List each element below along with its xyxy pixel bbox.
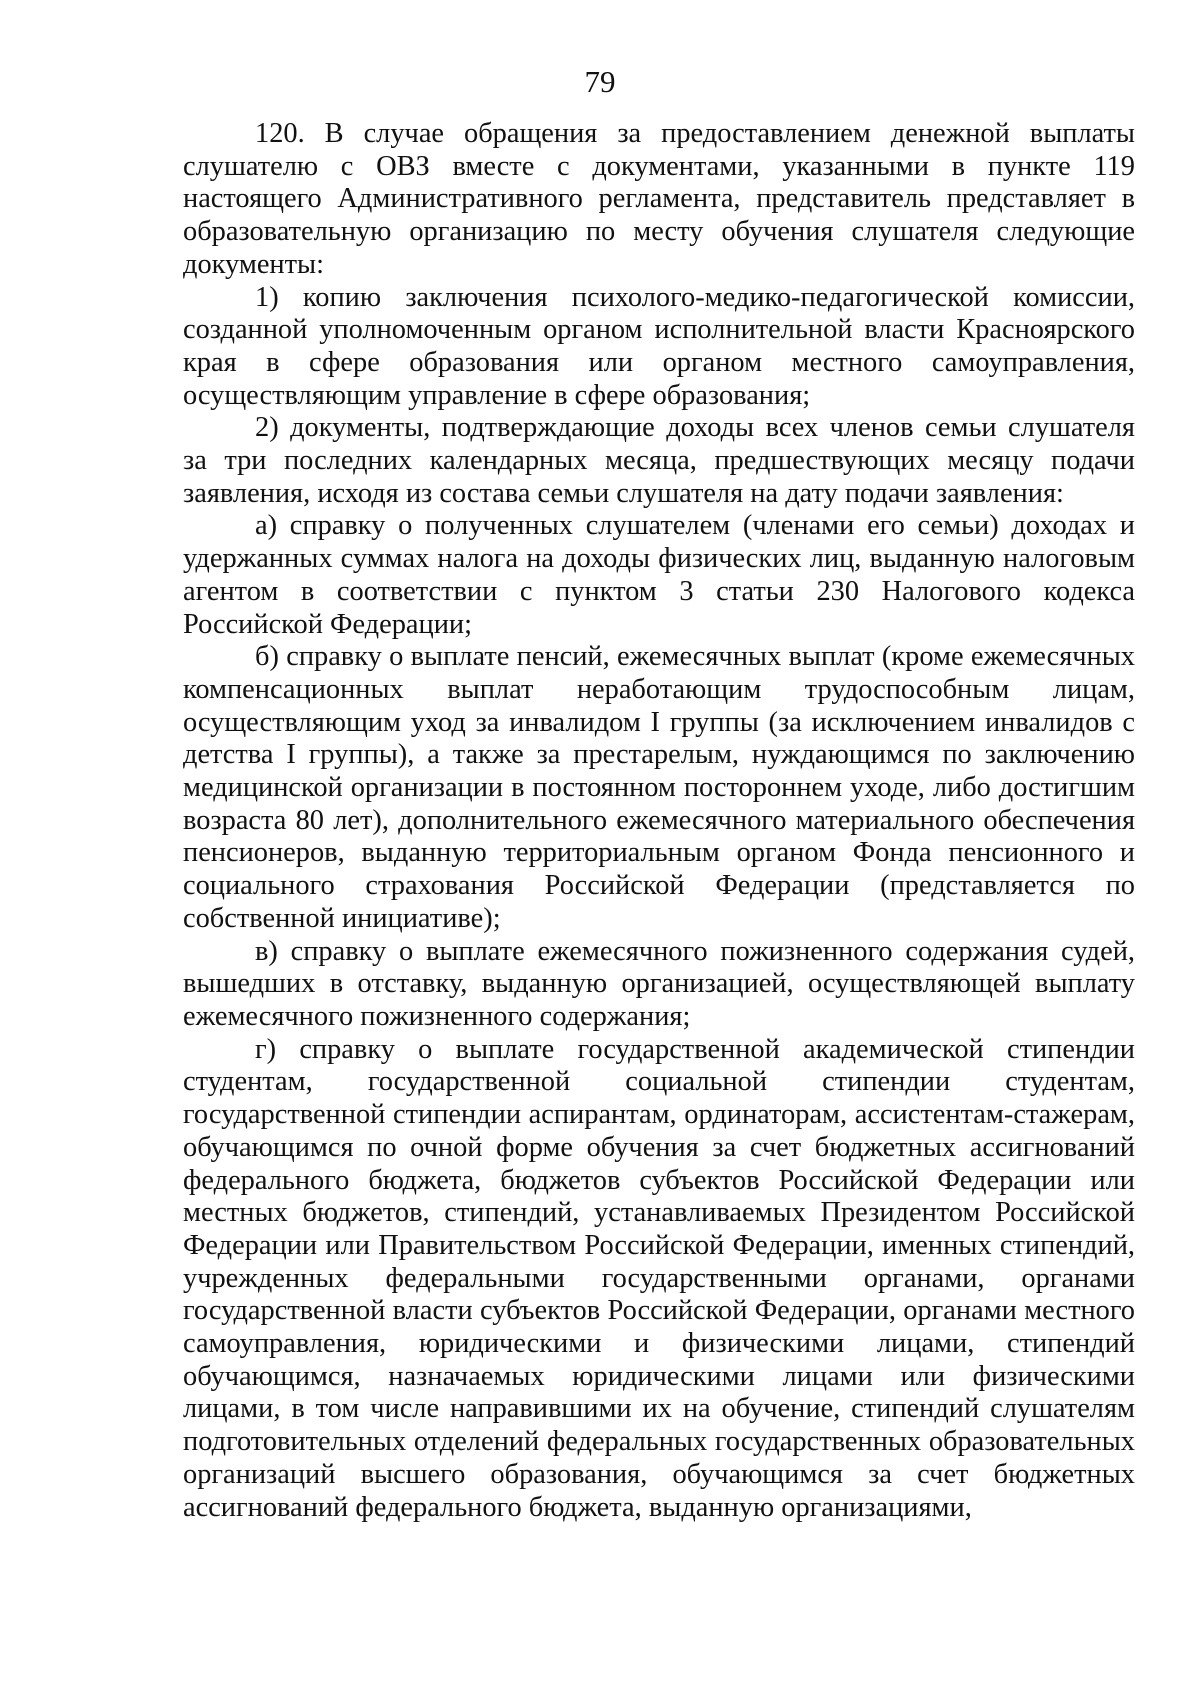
paragraph-subitem-b: б) справку о выплате пенсий, ежемесячных выплат (кроме ежемесячных компенсационных выплат неработающим трудоспособным лицам, осуществляющим уход за инвалидом I группы (за исключением инвалидов с детства I группы), а также за престарелым, нуждающимся по заключению медицинской организации в постоянном постороннем уходе, либо достигшим возраста 80 лет), дополнительного ежемесячного материального обеспечения пенсионеров, выданную территориальным органом Фонда пенсионного и социального страхования Российской Федерации (представляется по собственной инициативе); bbox=[183, 641, 1135, 934]
document-body bbox=[183, 118, 1135, 1524]
paragraph-item-2: 2) документы, подтверждающие доходы всех членов семьи слушателя за три последних календарных месяца, предшествующих месяцу подачи заявления, исходя из состава семьи слушателя на дату подачи заявления: bbox=[183, 412, 1135, 509]
page-number: 79 bbox=[584, 64, 616, 99]
paragraph-subitem-v: в) справку о выплате ежемесячного пожизненного содержания судей, вышедших в отставку, выданную организацией, осуществляющей выплату ежемесячного пожизненного содержания; bbox=[183, 935, 1135, 1032]
paragraph-subitem-a: а) справку о полученных слушателем (членами его семьи) доходах и удержанных суммах налога на доходы физических лиц, выданную налоговым агентом в соответствии с пунктом 3 статьи 230 Налогового кодекса Российской Федерации; bbox=[183, 510, 1135, 640]
paragraph-120: 120. В случае обращения за предоставлением денежной выплаты слушателю с ОВЗ вместе с документами, указанными в пункте 119 настоящего Административного регламента, представитель представляет в образовательную организацию по месту обучения слушателя следующие документы: bbox=[183, 118, 1135, 280]
paragraph-subitem-g: г) справку о выплате государственной академической стипендии студентам, государственной социальной стипендии студентам, государственной стипендии аспирантам, ординаторам, ассистентам-стажерам, обучающимся по очной форме обучения за счет бюджетных ассигнований федерального бюджета, бюджетов субъектов Российской Федерации или местных бюджетов, стипендий, устанавливаемых Президентом Российской Федерации или Правительством Российской Федерации, именных стипендий, учрежденных федеральными государственными органами, органами государственной власти субъектов Российской Федерации, органами местного самоуправления, юридическими и физическими лицами, стипендий обучающимся, назначаемых юридическими лицами или физическими лицами, в том числе направившими их на обучение, стипендий слушателям подготовительных отделений федеральных государственных образовательных организаций высшего образования, обучающимся за счет бюджетных ассигнований федерального бюджета, выданную организациями, bbox=[183, 1033, 1135, 1523]
paragraph-item-1: 1) копию заключения психолого-медико-педагогической комиссии, созданной уполномоченным органом исполнительной власти Красноярского края в сфере образования или органом местного самоуправления, осуществляющим управление в сфере образования; bbox=[183, 281, 1135, 411]
